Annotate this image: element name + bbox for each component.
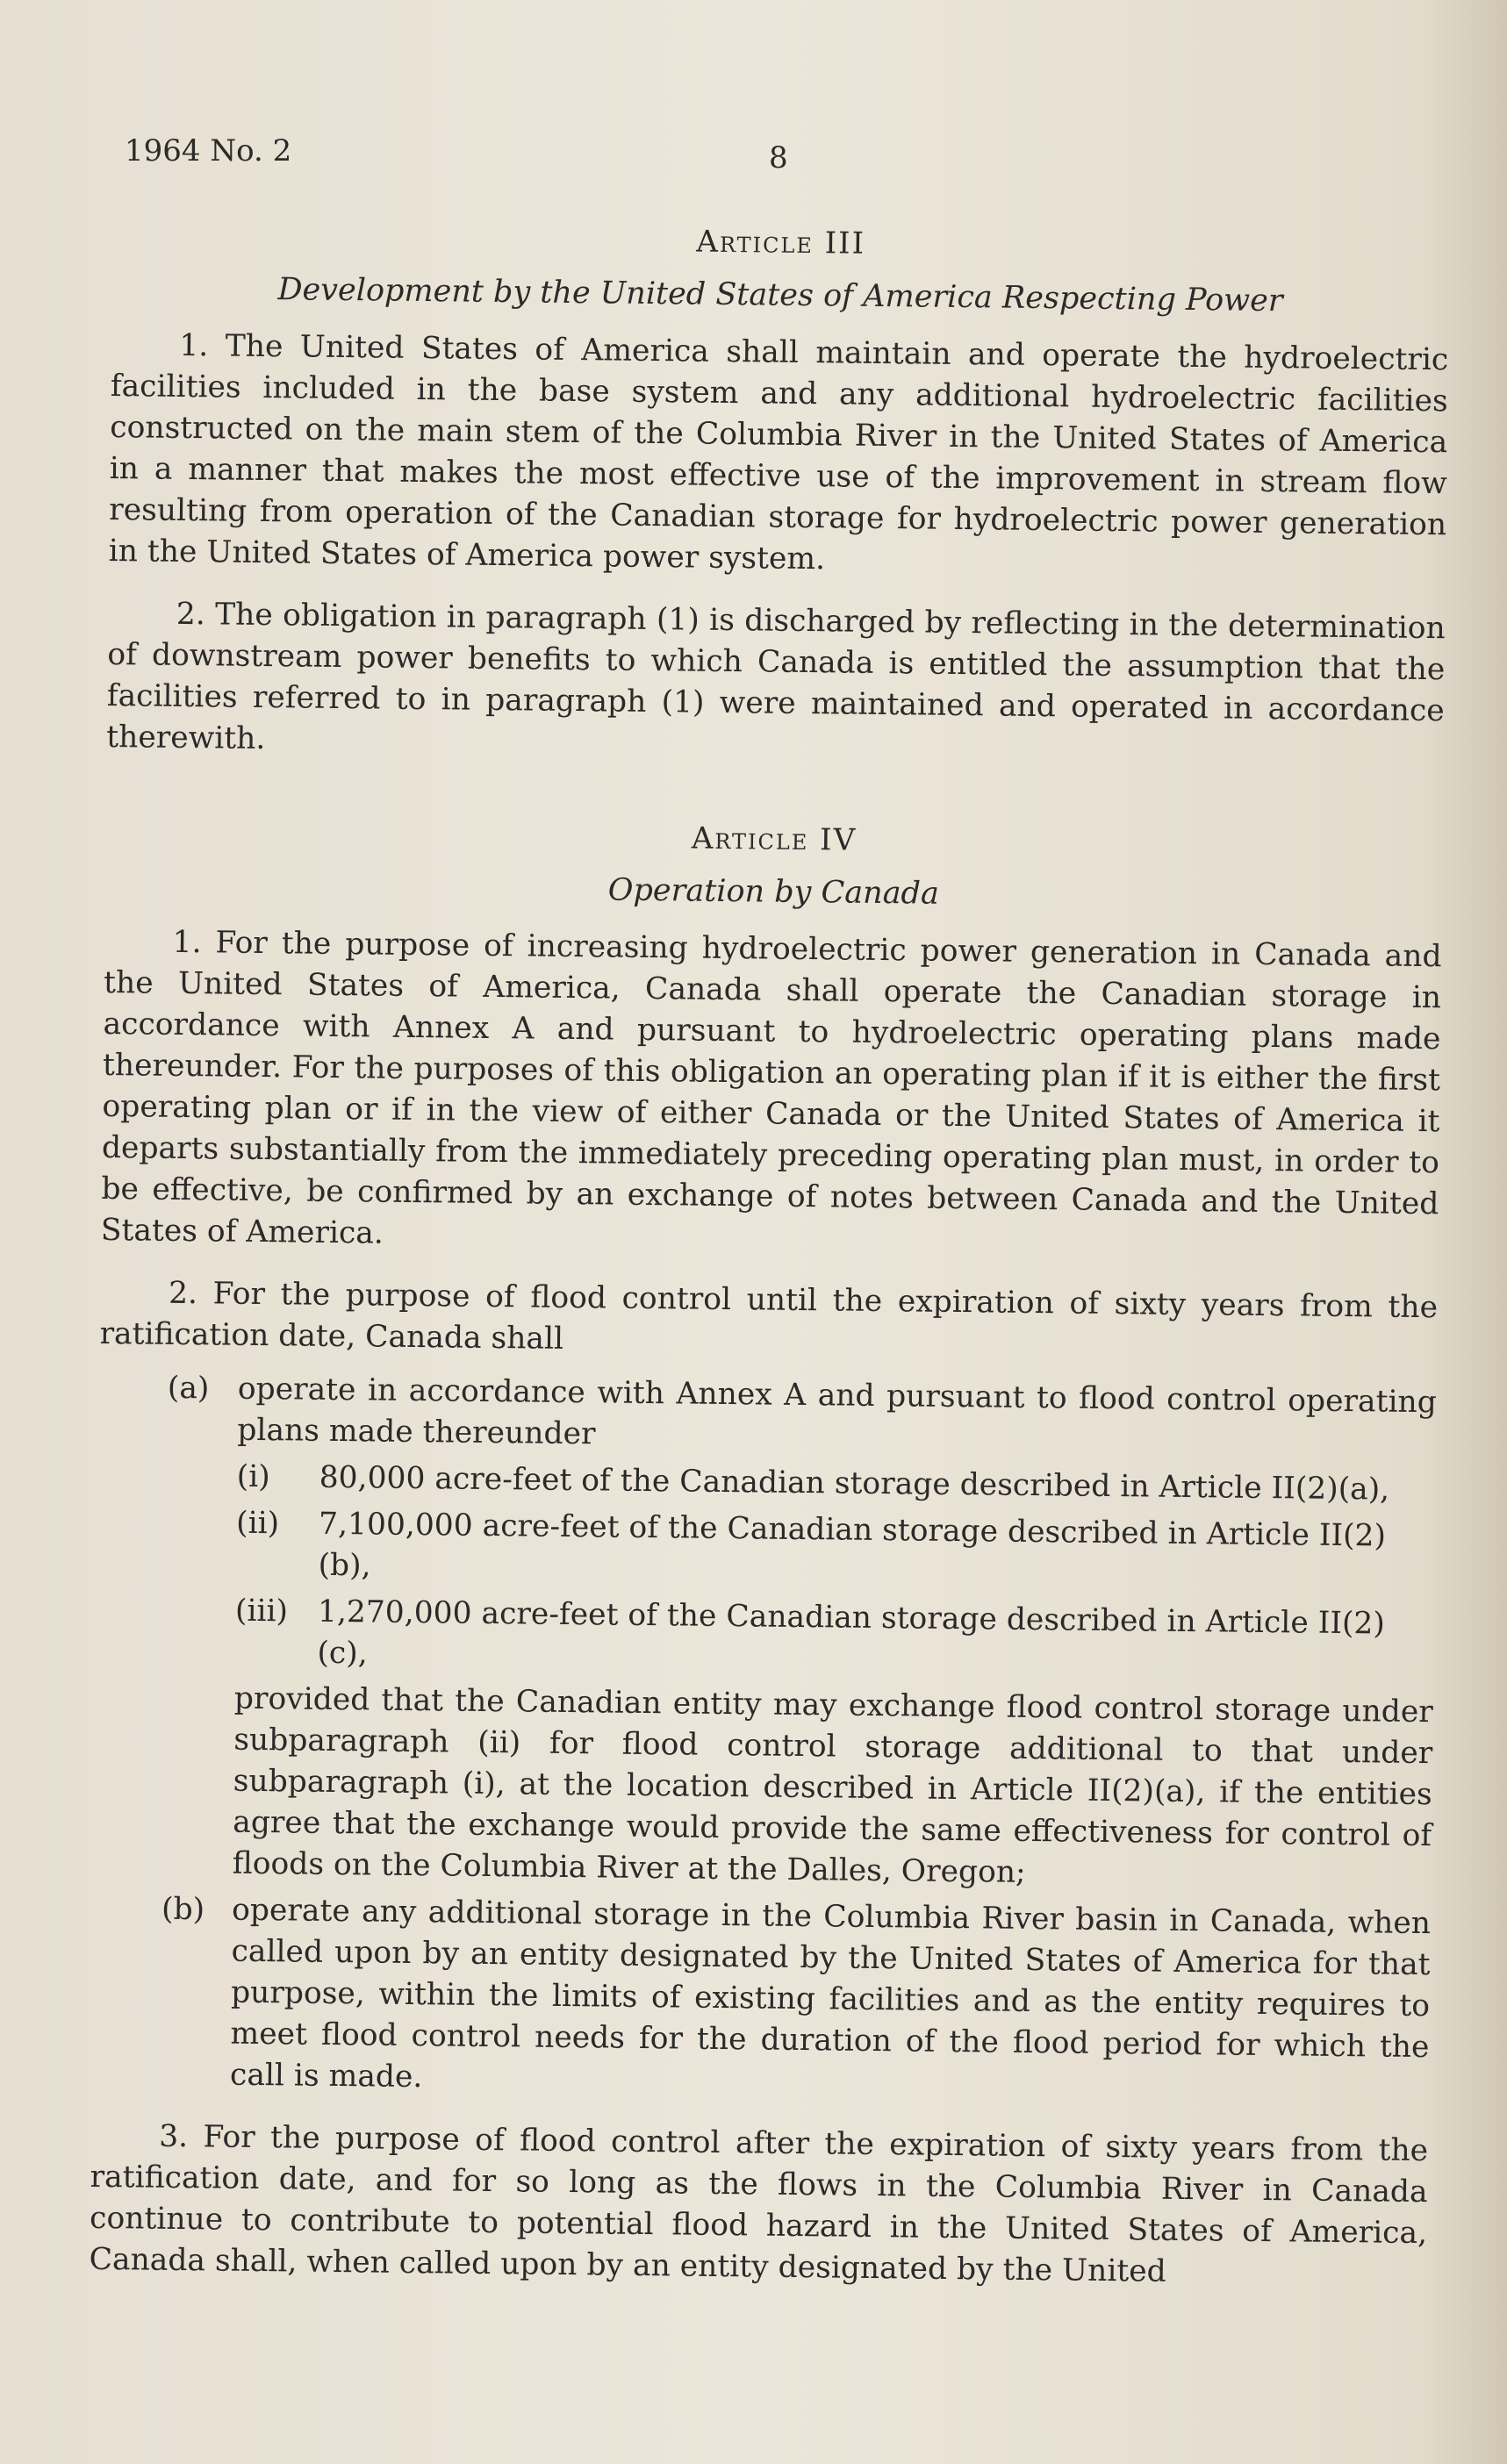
clause-b [91,1888,1432,2109]
subclause-ii-label: (ii) [235,1505,280,1542]
running-head: 1964 No. 2 [125,133,292,168]
clause-a-label: (a) [167,1370,210,1407]
page-number: 8 [769,140,788,175]
page-body [89,218,1450,2317]
clause-a-text: operate in accordance with Annex A and pursuant to flood control operating plans made thereunder [237,1371,1438,1452]
article-3-title: Article III [696,224,866,261]
article-3-paragraph-1: 1. The United States of America shall maintain and operate the hydroelectric facilities included in the base system and any additional hydroelectric facilities constructed on the main stem of the Columbia River in the United States of America in a manner that makes the most effective use of the improvement in stream flow resulting from operation of the Canadian storage for hydroelectric power generation in the United States of America power system. [108,327,1449,577]
subclause-iii [96,1589,1434,1687]
subclause-iii-label: (iii) [234,1593,289,1630]
clause-a [98,1367,1437,1465]
subclause-i-text: 80,000 acre-feet of the Canadian storage described in Article II(2)(a), [319,1459,1390,1508]
article-4-paragraph-1: 1. For the purpose of increasing hydroelectric power generation in Canada and the United States of America, Canada shall operate the Canadian storage in accordance with Annex A and pursuant to hydroelectric operating plans made thereunder. For the purposes of this obligation an operating plan if it is either the first operating plan or if in the view of either Canada or the United States of America it departs substantially from the immediately preceding operating plan must, in order to be effective, be confirmed by an exchange of notes between Canada and the United States of America. [100,924,1442,1251]
proviso-text: provided that the Canadian entity may exchange flood control storage under subparagraph (ii) for flood control storage additional to that under subparagraph (i), at the location described in Article II(2)(a), if the entities agree that the exchange would provide the same effectiveness for control of floods on the Columbia River at the Dalles, Oregon; [232,1680,1434,1890]
subclause-iii-text: 1,270,000 acre-feet of the Canadian storage described in Article II(2)(c), [317,1594,1386,1672]
article-4-subtitle: Operation by Canada [607,872,940,912]
subclause-i-label: (i) [236,1458,270,1495]
subclause-ii [97,1501,1435,1599]
article-3-paragraph-2: 2. The obligation in paragraph (1) is discharged by reflecting in the determination of downstream power benefits to which Canada is entitled the assumption that the facilities referred to in paragraph (1) were maintained and operated in accordance therewith. [106,596,1446,757]
clause-b-label: (b) [161,1891,205,1928]
article-4-paragraph-2: 2. For the purpose of flood control until the expiration of sixty years from the ratification date, Canada shall [99,1275,1439,1357]
article-4-title: Article IV [691,820,858,858]
subclause-ii-text: 7,100,000 acre-feet of the Canadian storage described in Article II(2)(b), [318,1506,1387,1584]
article-3-subtitle: Development by the United States of America Respecting Power [277,272,1283,319]
clause-b-text: operate any additional storage in the Columbia River basin in Canada, when called upon by an entity designated by the United States of America for that purpose, within the limits of existing facilities and as the entity requires to meet flood control needs for the duration of the flood period for which the call is made. [229,1892,1432,2095]
article-4-paragraph-3: 3. For the purpose of flood control after the expiration of sixty years from the ratification date, and for so long as the flows in the Columbia River in Canada continue to contribute to potential flood hazard in the United States of America, Canada shall, when called upon by an entity designated by the United [89,2118,1429,2289]
